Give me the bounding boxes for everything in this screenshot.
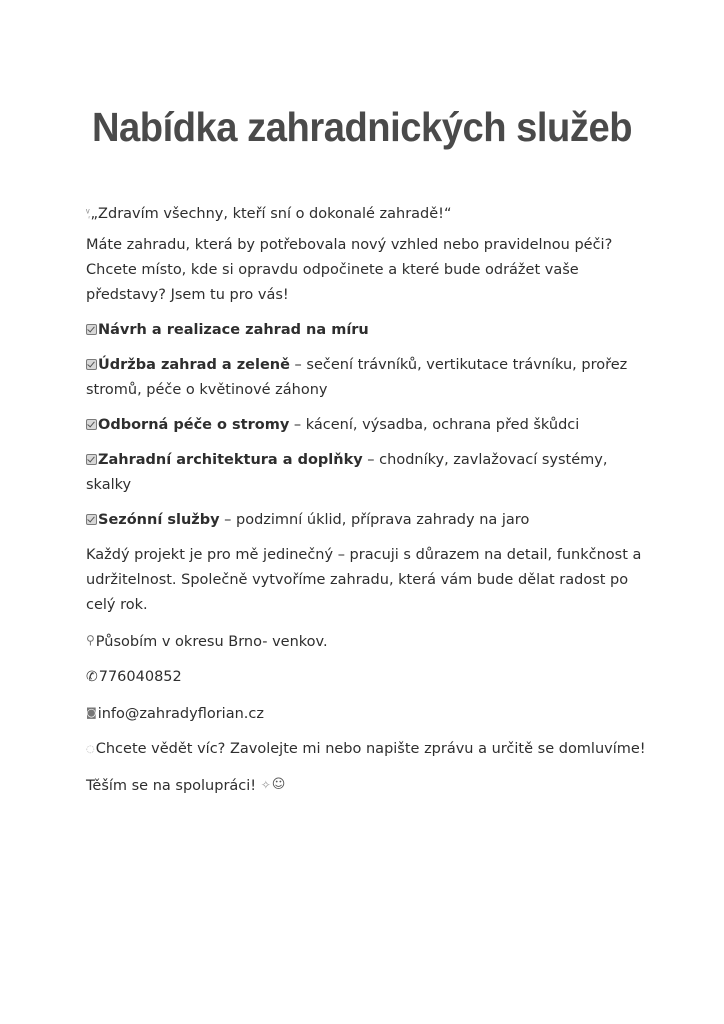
service-name: Sezónní služby xyxy=(98,512,220,528)
intro-paragraph: Máte zahradu, která by potřebovala nový vzhled nebo pravidelnou péči? Chcete místo, kde si opravdu odpočinete a které bude odrážet vaše představy? Jsem tu pro vás! xyxy=(86,237,613,303)
phone-number[interactable]: 776040852 xyxy=(98,669,182,685)
service-name: Údržba zahrad a zeleně xyxy=(98,357,290,373)
email-icon: ◙ xyxy=(86,706,97,719)
email-address[interactable]: info@zahradyflorian.cz xyxy=(97,706,264,722)
closing-paragraph: Každý projekt je pro mě jedinečný – pracuji s důrazem na detail, funkčnost a udržitelnost. Společně vytvoříme zahradu, která vám bude dělat radost po celý rok. xyxy=(86,547,642,613)
checkbox-icon xyxy=(86,324,97,335)
sprout-icon: ᵛ᷊ xyxy=(86,206,90,219)
email-line xyxy=(86,700,646,727)
service-item xyxy=(86,318,646,343)
phone-icon: ✆ xyxy=(86,669,98,685)
service-name: Odborná péče o stromy xyxy=(98,417,290,433)
service-detail: – chodníky, zavlažovací systémy, skalky xyxy=(86,452,608,493)
pushpin-icon: ⚲ xyxy=(86,633,95,647)
service-detail: – kácení, výsadba, ochrana před škůdci xyxy=(289,417,580,433)
greeting-text: „Zdravím všechny, kteří sní o dokonalé zahradě!“ xyxy=(90,206,452,222)
service-detail: – podzimní úklid, příprava zahrady na jaro xyxy=(219,512,530,528)
location-line xyxy=(86,628,646,655)
signoff-text: Těším se na spolupráci! xyxy=(86,778,257,794)
signoff-line xyxy=(86,772,646,799)
service-item xyxy=(86,508,646,533)
service-item xyxy=(86,448,646,498)
checkbox-icon xyxy=(86,514,97,525)
document-body xyxy=(86,200,646,807)
checkbox-icon xyxy=(86,359,97,370)
sparkles-icon: ✧ xyxy=(260,778,271,792)
service-item xyxy=(86,353,646,403)
service-item xyxy=(86,413,646,438)
phone-line xyxy=(86,665,646,690)
location-text: Působím v okresu Brno- venkov. xyxy=(95,634,328,650)
speech-bubble-icon: ◌ xyxy=(86,744,95,755)
greeting-line xyxy=(86,200,646,227)
checkbox-icon xyxy=(86,454,97,465)
page-title: Nabídka zahradnických služeb xyxy=(91,104,633,150)
checkbox-icon xyxy=(86,419,97,430)
service-name: Návrh a realizace zahrad na míru xyxy=(98,322,369,338)
service-detail: – sečení trávníků, vertikutace trávníku, prořez stromů, péče o květinové záhony xyxy=(86,357,628,398)
smile-icon: ☺ xyxy=(271,777,286,792)
cta-line xyxy=(86,737,646,762)
cta-text: Chcete vědět víc? Zavolejte mi nebo napište zprávu a určitě se domluvíme! xyxy=(95,741,646,757)
service-name: Zahradní architektura a doplňky xyxy=(98,452,363,468)
